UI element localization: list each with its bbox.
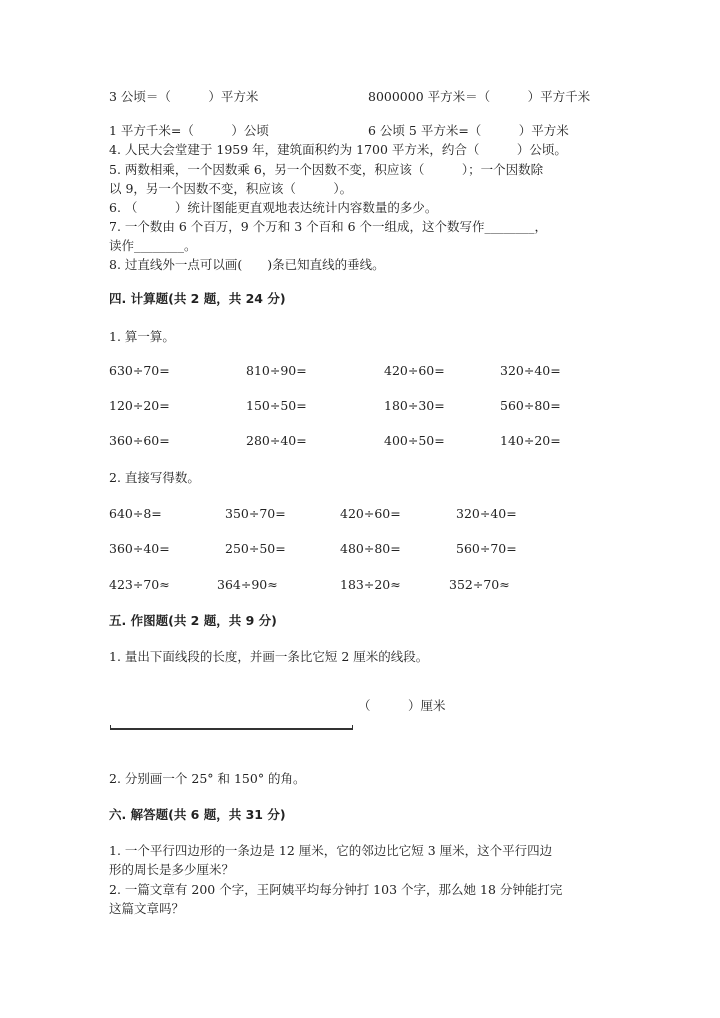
section4-heading: 四. 计算题(共 2 题，共 24 分) bbox=[109, 291, 286, 306]
calc-item: 420÷60= bbox=[384, 363, 445, 378]
question-4: 4. 人民大会堂建于 1959 年，建筑面积约为 1700 平方米，约合（ ）公顷。 bbox=[109, 142, 567, 157]
section5-heading: 五. 作图题(共 2 题，共 9 分) bbox=[109, 613, 277, 628]
calc-item: 320÷40= bbox=[500, 363, 561, 378]
calc-item: 150÷50= bbox=[246, 398, 307, 413]
question-7-line1: 7. 一个数由 6 个百万，9 个万和 3 个百和 6 个一组成，这个数写作________， bbox=[109, 219, 548, 234]
conversion-8000000-sqm: 8000000 平方米＝（ ）平方千米 bbox=[368, 89, 591, 104]
conversion-6-hectares: 6 公顷 5 平方米=（ ）平方米 bbox=[368, 123, 569, 138]
calc-item: 250÷50= bbox=[225, 541, 286, 556]
calc-item: 360÷40= bbox=[109, 541, 170, 556]
calc-item: 630÷70= bbox=[109, 363, 170, 378]
calc-item: 183÷20≈ bbox=[340, 577, 401, 592]
question-8: 8. 过直线外一点可以画( )条已知直线的垂线。 bbox=[109, 257, 385, 272]
word-problem-1-line2: 形的周长是多少厘米？ bbox=[109, 862, 235, 877]
calc1-title: 1. 算一算。 bbox=[109, 329, 175, 344]
calc-item: 140÷20= bbox=[500, 433, 561, 448]
word-problem-2-line1: 2. 一篇文章有 200 个字，王阿姨平均每分钟打 103 个字，那么她 18 分钟能打完 bbox=[109, 882, 563, 897]
calc2-title: 2. 直接写得数。 bbox=[109, 470, 200, 485]
conversion-1-sqkm: 1 平方千米=（ ）公顷 bbox=[109, 123, 269, 138]
line-segment bbox=[110, 728, 353, 730]
calc-item: 280÷40= bbox=[246, 433, 307, 448]
calc-item: 360÷60= bbox=[109, 433, 170, 448]
calc-item: 320÷40= bbox=[456, 506, 517, 521]
question-5-line1: 5. 两数相乘，一个因数乘 6，另一个因数不变，积应该（ ）；一个因数除 bbox=[109, 162, 544, 177]
drawing-question-1: 1. 量出下面线段的长度，并画一条比它短 2 厘米的线段。 bbox=[109, 649, 429, 664]
word-problem-2-line2: 这篇文章吗？ bbox=[109, 901, 185, 916]
calc-item: 350÷70= bbox=[225, 506, 286, 521]
calc-item: 352÷70≈ bbox=[449, 577, 510, 592]
drawing-question-2: 2. 分别画一个 25° 和 150° 的角。 bbox=[109, 771, 306, 786]
calc-item: 640÷8= bbox=[109, 506, 162, 521]
calc-item: 364÷90≈ bbox=[217, 577, 278, 592]
calc-item: 810÷90= bbox=[246, 363, 307, 378]
word-problem-1-line1: 1. 一个平行四边形的一条边是 12 厘米，它的邻边比它短 3 厘米，这个平行四边 bbox=[109, 843, 553, 858]
question-6: 6. （ ）统计图能更直观地表达统计内容数量的多少。 bbox=[109, 200, 438, 215]
section6-heading: 六. 解答题(共 6 题，共 31 分) bbox=[109, 807, 286, 822]
question-7-line2: 读作________。 bbox=[109, 238, 197, 253]
calc-item: 180÷30= bbox=[384, 398, 445, 413]
calc-item: 560÷70= bbox=[456, 541, 517, 556]
segment-length-answer: （ ）厘米 bbox=[358, 698, 446, 713]
calc-item: 420÷60= bbox=[340, 506, 401, 521]
calc-item: 560÷80= bbox=[500, 398, 561, 413]
calc-item: 120÷20= bbox=[109, 398, 170, 413]
calc-item: 480÷80= bbox=[340, 541, 401, 556]
calc-item: 423÷70≈ bbox=[109, 577, 170, 592]
conversion-3-hectares: 3 公顷＝（ ）平方米 bbox=[109, 89, 259, 104]
calc-item: 400÷50= bbox=[384, 433, 445, 448]
question-5-line2: 以 9，另一个因数不变，积应该（ ）。 bbox=[109, 181, 353, 196]
